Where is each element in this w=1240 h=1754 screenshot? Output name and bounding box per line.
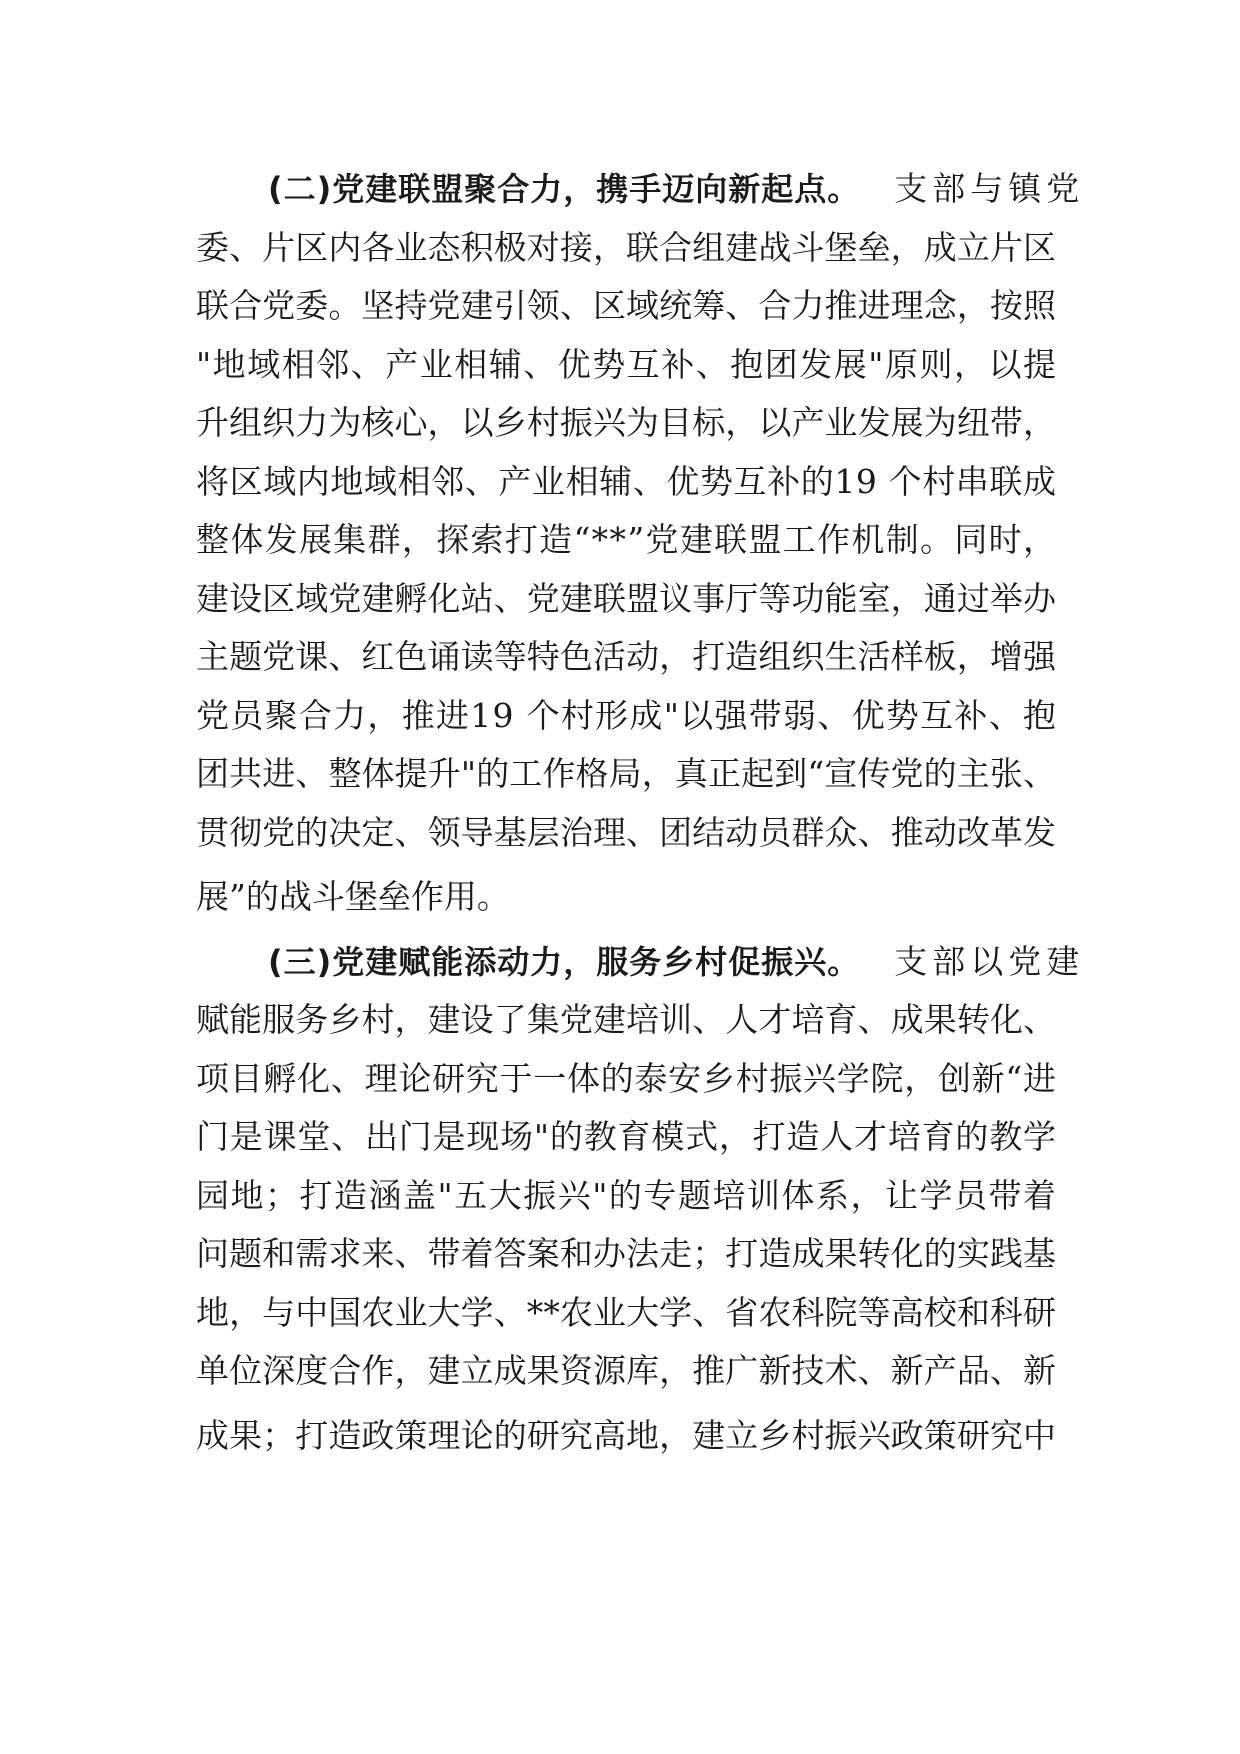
text-line: 升组织力为核心，以乡村振兴为目标，以产业发展为纽带， [196, 403, 1057, 442]
text-line: "地域相邻、产业相辅、优势互补、抱团发展"原则，以提 [196, 344, 1058, 384]
text-line: 成果；打造政策理论的研究高地，建立乡村振兴政策研究中 [196, 1415, 1057, 1455]
text-line: 问题和需求来、带着答案和办法走；打造成果转化的实践基 [196, 1234, 1057, 1273]
text-line: 团共进、整体提升"的工作格局，真正起到“宣传党的主张、 [196, 754, 1057, 793]
text-line: 委、片区内各业态积极对接，联合组建战斗堡垒，成立片区 [196, 227, 1057, 267]
text-line: 地，与中国农业大学、**农业大学、省农科院等高校和科研 [196, 1292, 1057, 1332]
text-line: 主题党课、红色诵读等特色活动，打造组织生活样板，增强 [196, 637, 1057, 676]
text-line: 项目孵化、理论研究于一体的泰安乡村振兴学院，创新“进 [196, 1058, 1057, 1098]
paragraph-lines [196, 991, 1056, 1401]
paragraph-heading-line [196, 933, 1085, 992]
text-line: 建设区域党建孵化站、党建联盟议事厅等功能室，通过举办 [196, 578, 1057, 618]
paragraph-text: 支部与镇党 [894, 169, 1085, 208]
text-line: 单位深度合作，建立成果资源库，推广新技术、新产品、新 [196, 1351, 1057, 1390]
text-line: 将区域内地域相邻、产业相辅、优势互补的19 个村串联成 [196, 461, 1057, 501]
text-line: 门是课堂、出门是现场"的教育模式，打造人才培育的教学 [196, 1117, 1057, 1156]
text-line: 赋能服务乡村，建设了集党建培训、人才培育、成果转化、 [196, 1000, 1057, 1039]
paragraph-text: 支部以党建 [894, 941, 1085, 981]
text-line: 园地；打造涵盖"五大振兴"的专题培训体系，让学员带着 [196, 1175, 1058, 1215]
paragraph-heading: (二)党建联盟聚合力，携手迈向新起点。 [268, 170, 861, 208]
document-body [196, 160, 1085, 1465]
paragraph-heading-line [196, 160, 1085, 219]
paragraph-heading: (三)党建赋能添动力，服务乡村促振兴。 [268, 942, 861, 981]
text-line: 党员聚合力，推进19 个村形成"以强带弱、优势互补、抱 [196, 695, 1058, 735]
text-line: 贯彻党的决定、领导基层治理、团结动员群众、推动改革发 [196, 812, 1057, 852]
text-line: 联合党委。坚持党建引领、区域统筹、合力推进理念，按照 [196, 286, 1057, 325]
text-line-last: 展”的战斗堡垒作用。 [196, 877, 510, 916]
text-line: 整体发展集群，探索打造“**”党建联盟工作机制。同时， [196, 520, 1058, 559]
paragraph-lines [196, 219, 1056, 863]
